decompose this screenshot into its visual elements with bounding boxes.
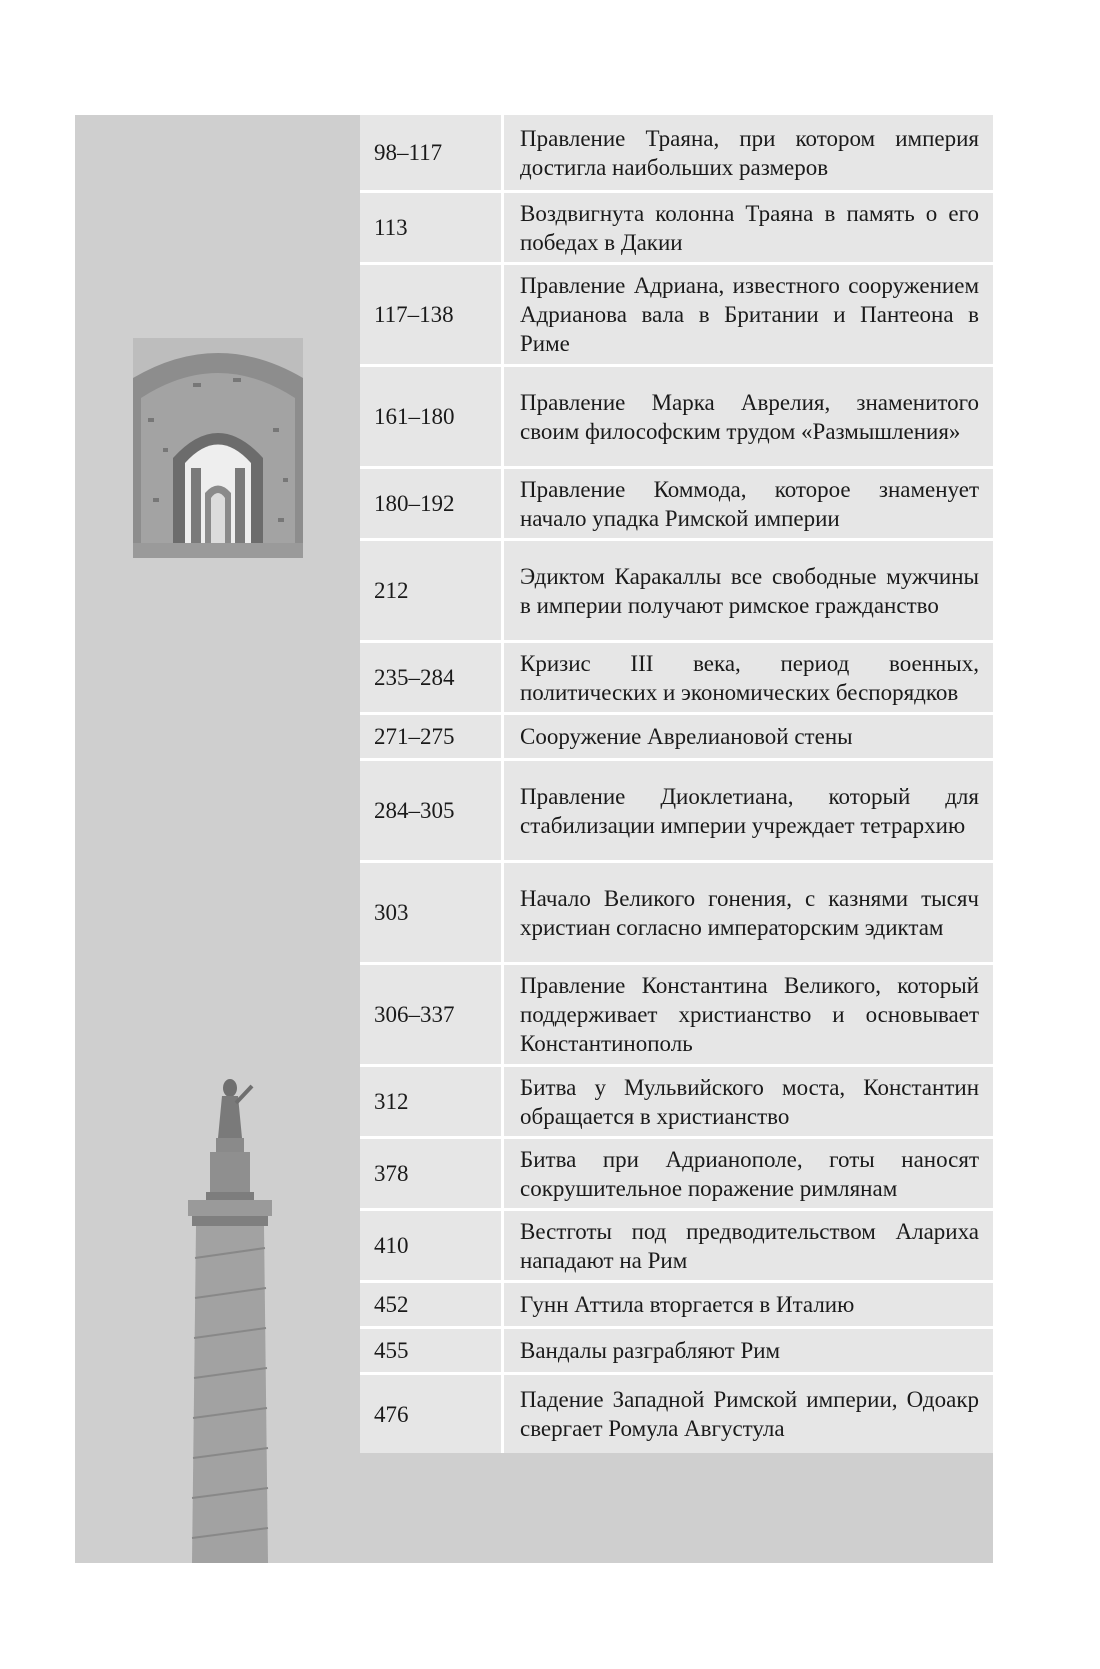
timeline-row	[360, 965, 993, 1067]
timeline-row	[360, 715, 993, 761]
timeline-year: 476	[360, 1375, 501, 1453]
timeline-year: 284–305	[360, 761, 501, 863]
timeline-year: 452	[360, 1283, 501, 1329]
timeline-event: Падение Западной Римской империи, Одоакр свергает Ромула Августула	[501, 1375, 993, 1453]
timeline-year: 410	[360, 1211, 501, 1283]
timeline-year: 378	[360, 1139, 501, 1211]
timeline-event: Вандалы разграбляют Рим	[501, 1329, 993, 1375]
timeline-event: Правление Константина Великого, который поддерживает христианство и основывает Константинополь	[501, 965, 993, 1067]
timeline-row	[360, 193, 993, 265]
timeline-year: 271–275	[360, 715, 501, 761]
timeline-year: 312	[360, 1067, 501, 1139]
timeline-event: Правление Диоклетиана, который для стабилизации империи учреждает тетрархию	[501, 761, 993, 863]
timeline-event: Правление Адриана, известного сооружением Адрианова вала в Британии и Пантеона в Риме	[501, 265, 993, 367]
timeline-year: 306–337	[360, 965, 501, 1067]
timeline-year: 113	[360, 193, 501, 265]
timeline-event: Кризис III века, период военных, политических и экономических беспорядков	[501, 643, 993, 715]
timeline-event: Правление Марка Аврелия, знаменитого своим философским трудом «Размышления»	[501, 367, 993, 469]
timeline-event: Гунн Аттила вторгается в Италию	[501, 1283, 993, 1329]
timeline-year: 212	[360, 541, 501, 643]
timeline-row	[360, 1211, 993, 1283]
timeline-row	[360, 115, 993, 193]
timeline-year: 161–180	[360, 367, 501, 469]
timeline-event: Битва у Мульвийского моста, Константин обращается в христианство	[501, 1067, 993, 1139]
timeline-row	[360, 643, 993, 715]
timeline-year: 180–192	[360, 469, 501, 541]
timeline-event: Правление Коммода, которое знаменует начало упадка Римской империи	[501, 469, 993, 541]
timeline-row	[360, 1375, 993, 1453]
timeline-row	[360, 1067, 993, 1139]
timeline-table	[360, 115, 993, 1453]
timeline-row	[360, 761, 993, 863]
timeline-year: 235–284	[360, 643, 501, 715]
timeline-event: Вестготы под предводительством Алариха нападают на Рим	[501, 1211, 993, 1283]
timeline-year: 98–117	[360, 115, 501, 193]
timeline-row	[360, 541, 993, 643]
timeline-row	[360, 1139, 993, 1211]
arch-ruins-illustration	[133, 338, 303, 558]
timeline-year: 117–138	[360, 265, 501, 367]
timeline-row	[360, 1283, 993, 1329]
timeline-event: Сооружение Аврелиановой стены	[501, 715, 993, 761]
trajan-column-illustration	[150, 1068, 310, 1563]
timeline-event: Правление Траяна, при котором империя достигла наибольших размеров	[501, 115, 993, 193]
timeline-year: 303	[360, 863, 501, 965]
timeline-row	[360, 1329, 993, 1375]
timeline-row	[360, 469, 993, 541]
timeline-year: 455	[360, 1329, 501, 1375]
timeline-row	[360, 863, 993, 965]
timeline-event: Битва при Адрианополе, готы наносят сокрушительное поражение римлянам	[501, 1139, 993, 1211]
timeline-event: Эдиктом Каракаллы все свободные мужчины в империи получают римское гражданство	[501, 541, 993, 643]
timeline-event: Начало Великого гонения, с казнями тысяч христиан согласно императорским эдиктам	[501, 863, 993, 965]
timeline-event: Воздвигнута колонна Траяна в память о его победах в Дакии	[501, 193, 993, 265]
timeline-row	[360, 265, 993, 367]
timeline-row	[360, 367, 993, 469]
